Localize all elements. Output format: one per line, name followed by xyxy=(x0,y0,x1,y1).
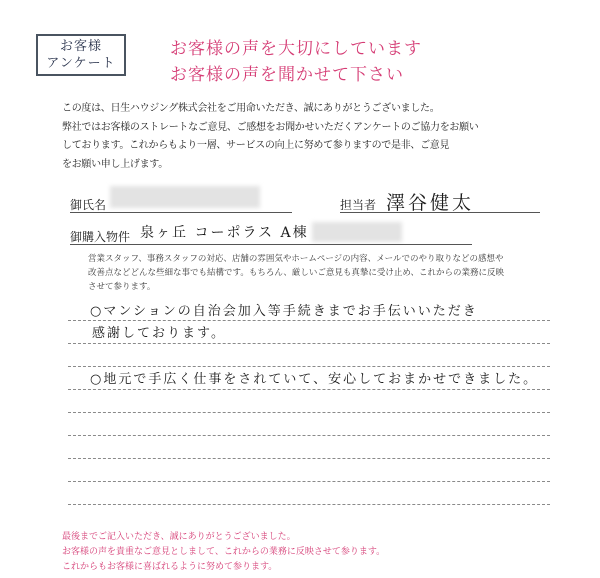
intro-line: この度は、日生ハウジング株式会社をご用命いただき、誠にありがとうございました。 xyxy=(62,103,440,114)
headline-line-1: お客様の声を大切にしています xyxy=(170,39,422,59)
writing-line xyxy=(68,366,550,367)
staff-name-handwritten: 澤谷健太 xyxy=(386,192,475,214)
property-redacted xyxy=(312,222,402,242)
property-handwritten: 泉ヶ丘 コーポラス A棟 xyxy=(140,225,309,241)
footer-text xyxy=(62,530,385,575)
writing-line xyxy=(68,458,550,459)
intro-line: しております。これからもより一層、サービスの向上に努めて参りますので是非、ご意見 xyxy=(62,140,450,151)
notice-line: させて参ります。 xyxy=(88,282,156,292)
badge-line-2: アンケート xyxy=(46,56,116,71)
name-redacted xyxy=(110,186,260,208)
footer-line: これからもお客様に喜ばれるように努めて参ります。 xyxy=(62,562,278,572)
badge-line-1: お客様 xyxy=(59,39,102,54)
notice-line: 営業スタッフ、事務スタッフの対応、店舗の雰囲気やホームページの内容、メールでのやり取りなどの感想や xyxy=(88,254,504,264)
intro-line: をお願い申し上げます。 xyxy=(62,158,168,170)
handwritten-comment-line-3: ○地元で手広く仕事をされていて、安心しておまかせできました。 xyxy=(90,372,539,387)
survey-badge xyxy=(36,34,126,76)
writing-line xyxy=(68,412,550,413)
footer-line: お客様の声を貴重なご意見としまして、これからの業務に反映させて参ります。 xyxy=(62,547,386,557)
property-label: 御購入物件 xyxy=(70,230,131,244)
notice-line: 改善点などどんな些細な事でも結構です。もちろん、厳しいご意見も真摯に受け止め、これからの業務に反映 xyxy=(88,268,504,278)
writing-line xyxy=(68,389,550,390)
writing-line xyxy=(68,504,550,505)
headline-line-2: お客様の声を聞かせて下さい xyxy=(170,65,404,85)
intro-line: 弊社ではお客様のストレートなご意見、ご感想をお聞かせいただくアンケートのご協力をお願い xyxy=(62,121,479,133)
property-underline xyxy=(70,244,472,245)
notice-text xyxy=(88,252,548,294)
writing-line xyxy=(68,320,550,321)
staff-label: 担当者 xyxy=(340,198,377,212)
handwritten-comment-line-2: 感謝しております。 xyxy=(92,326,226,341)
footer-line: 最後までご記入いただき、誠にありがとうございました。 xyxy=(62,532,296,542)
writing-line xyxy=(68,343,550,344)
handwritten-comment-line-1: ○マンションの自治会加入等手続きまでお手伝いいただき xyxy=(90,304,478,319)
name-underline xyxy=(70,212,292,213)
name-label: 御氏名 xyxy=(70,198,107,212)
writing-line xyxy=(68,481,550,482)
intro-paragraph xyxy=(62,100,548,174)
writing-line xyxy=(68,435,550,436)
staff-underline xyxy=(340,212,540,213)
